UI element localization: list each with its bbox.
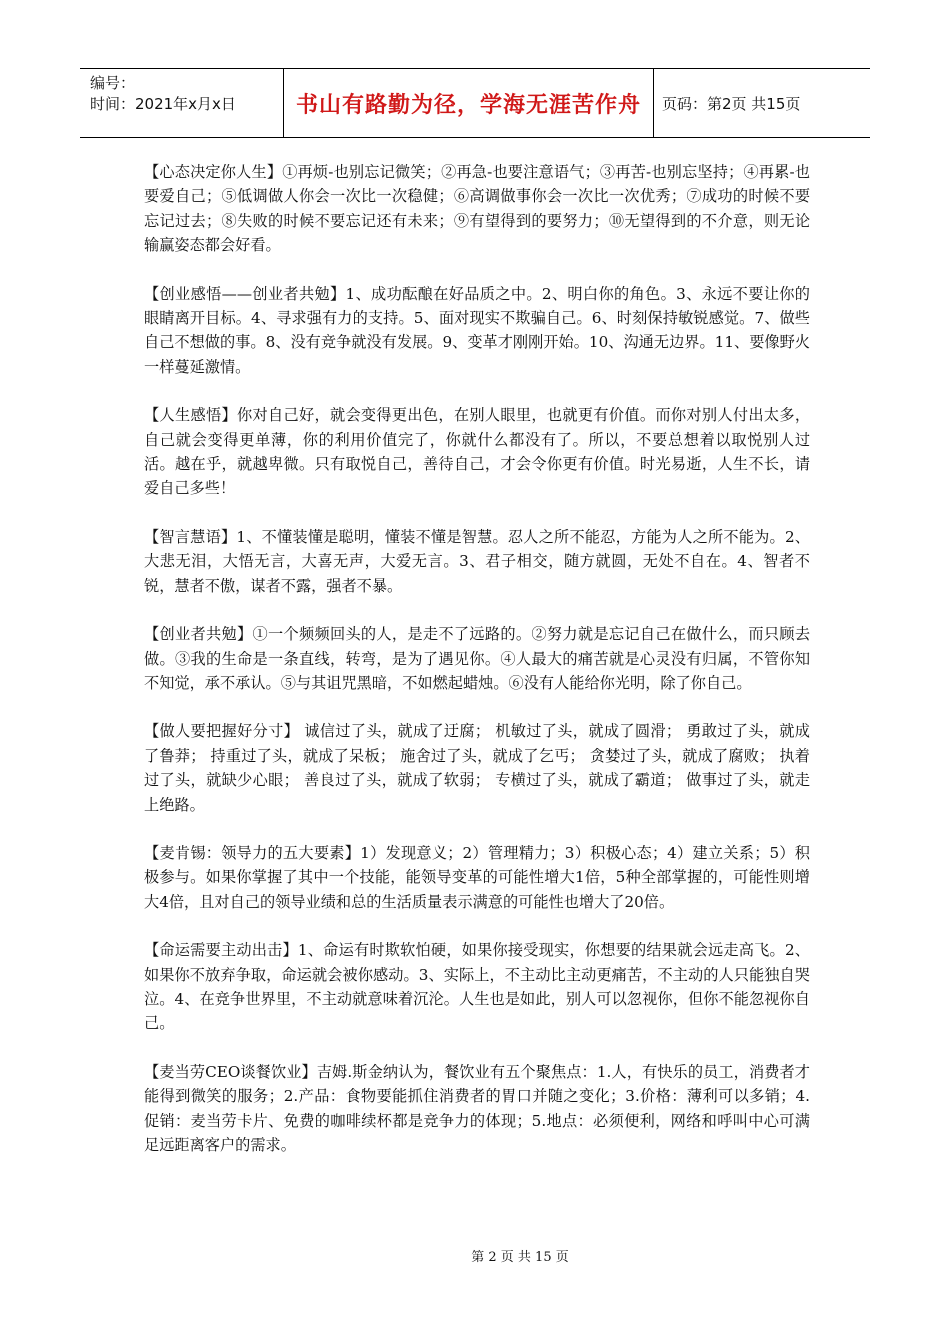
date-label: 时间：2021年x月x日 [90, 95, 236, 113]
header-page-cell [654, 69, 870, 137]
paragraph: 【创业感悟——创业者共勉】1、成功酝酿在好品质之中。2、明白你的角色。3、永远不要让你的眼睛离开目标。4、寻求强有力的支持。5、面对现实不欺骗自己。6、时刻保持敏锐感觉。7、做些自己不想做的事。8、没有竞争就没有发展。9、变革才刚刚开始。10、沟通无边界。11、要像野火一样蔓延激情。 [144, 284, 810, 376]
paragraph: 【麦当劳CEO谈餐饮业】吉姆.斯金纳认为，餐饮业有五个聚焦点：1.人，有快乐的员工，消费者才能得到微笑的服务；2.产品：食物要能抓住消费者的胃口并随之变化；3.价格：薄利可以多销；4.促销：麦当劳卡片、免费的咖啡续杯都是竞争力的体现；5.地点：必须便利，网络和呼叫中心可满足远距离客户的需求。 [144, 1062, 810, 1154]
paragraph: 【麦肯锡：领导力的五大要素】1）发现意义；2）管理精力；3）积极心态；4）建立关系；5）积极参与。如果你掌握了其中一个技能，能领导变革的可能性增大1倍，5种全部掌握的，可能性则增大4倍，且对自己的领导业绩和总的生活质量表示满意的可能性也增大了20倍。 [144, 843, 810, 911]
paragraph: 【做人要把握好分寸】 诚信过了头，就成了迂腐； 机敏过了头，就成了圆滑； 勇敢过了头，就成了鲁莽； 持重过了头，就成了呆板； 施舍过了头，就成了乞丐； 贪婪过了头，就成了腐败； 执着过了头，就缺少心眼； 善良过了头，就成了软弱； 专横过了头，就成了霸道； 做事过了头，就走上绝路。 [144, 722, 810, 814]
paragraph: 【人生感悟】你对自己好，就会变得更出色，在别人眼里，也就更有价值。而你对别人付出太多，自己就会变得更单薄，你的利用价值完了，你就什么都没有了。所以，不要总想着以取悦别人过活。越在乎，就越卑微。只有取悦自己，善待自己，才会令你更有价值。时光易逝，人生不长，请爱自己多些！ [144, 406, 810, 498]
page-header [80, 68, 870, 138]
paragraph: 【心态决定你人生】①再烦-也别忘记微笑；②再急-也要注意语气；③再苦-也别忘坚持；④再累-也要爱自己；⑤低调做人你会一次比一次稳健；⑥高调做事你会一次比一次优秀；⑦成功的时候不要忘记过去；⑧失败的时候不要忘记还有未来；⑨有望得到的要努力；⑩无望得到的不介意，则无论输赢姿态都会好看。 [144, 163, 810, 255]
number-label: 编号： [90, 74, 136, 92]
document-body [144, 160, 810, 1181]
header-motto-cell [284, 69, 654, 137]
page-label: 页码：第2页 共15页 [662, 94, 801, 113]
header-left-cell [80, 69, 284, 137]
paragraph: 【命运需要主动出击】1、命运有时欺软怕硬，如果你接受现实，你想要的结果就会远走高飞。2、如果你不放弃争取，命运就会被你感动。3、实际上，不主动比主动更痛苦，不主动的人只能独自哭泣。4、在竞争世界里，不主动就意味着沉沦。人生也是如此，别人可以忽视你，但你不能忽视你自己。 [144, 941, 810, 1033]
page-footer [0, 1246, 950, 1265]
paragraph: 【创业者共勉】①一个频频回头的人，是走不了远路的。②努力就是忘记自己在做什么，而只顾去做。③我的生命是一条直线，转弯，是为了遇见你。④人最大的痛苦就是心灵没有归属，不管你知不知觉，承不承认。⑤与其诅咒黑暗，不如燃起蜡烛。⑥没有人能给你光明，除了你自己。 [144, 625, 810, 692]
paragraph: 【智言慧语】1、不懂装懂是聪明，懂装不懂是智慧。忍人之所不能忍，方能为人之所不能为。2、大悲无泪，大悟无言，大喜无声，大爱无言。3、君子相交，随方就圆，无处不自在。4、智者不锐，慧者不傲，谋者不露，强者不暴。 [144, 527, 810, 595]
motto-text: 书山有路勤为径，学海无涯苦作舟 [295, 92, 641, 118]
footer-page-number: 第 2 页 共 15 页 [471, 1250, 569, 1265]
